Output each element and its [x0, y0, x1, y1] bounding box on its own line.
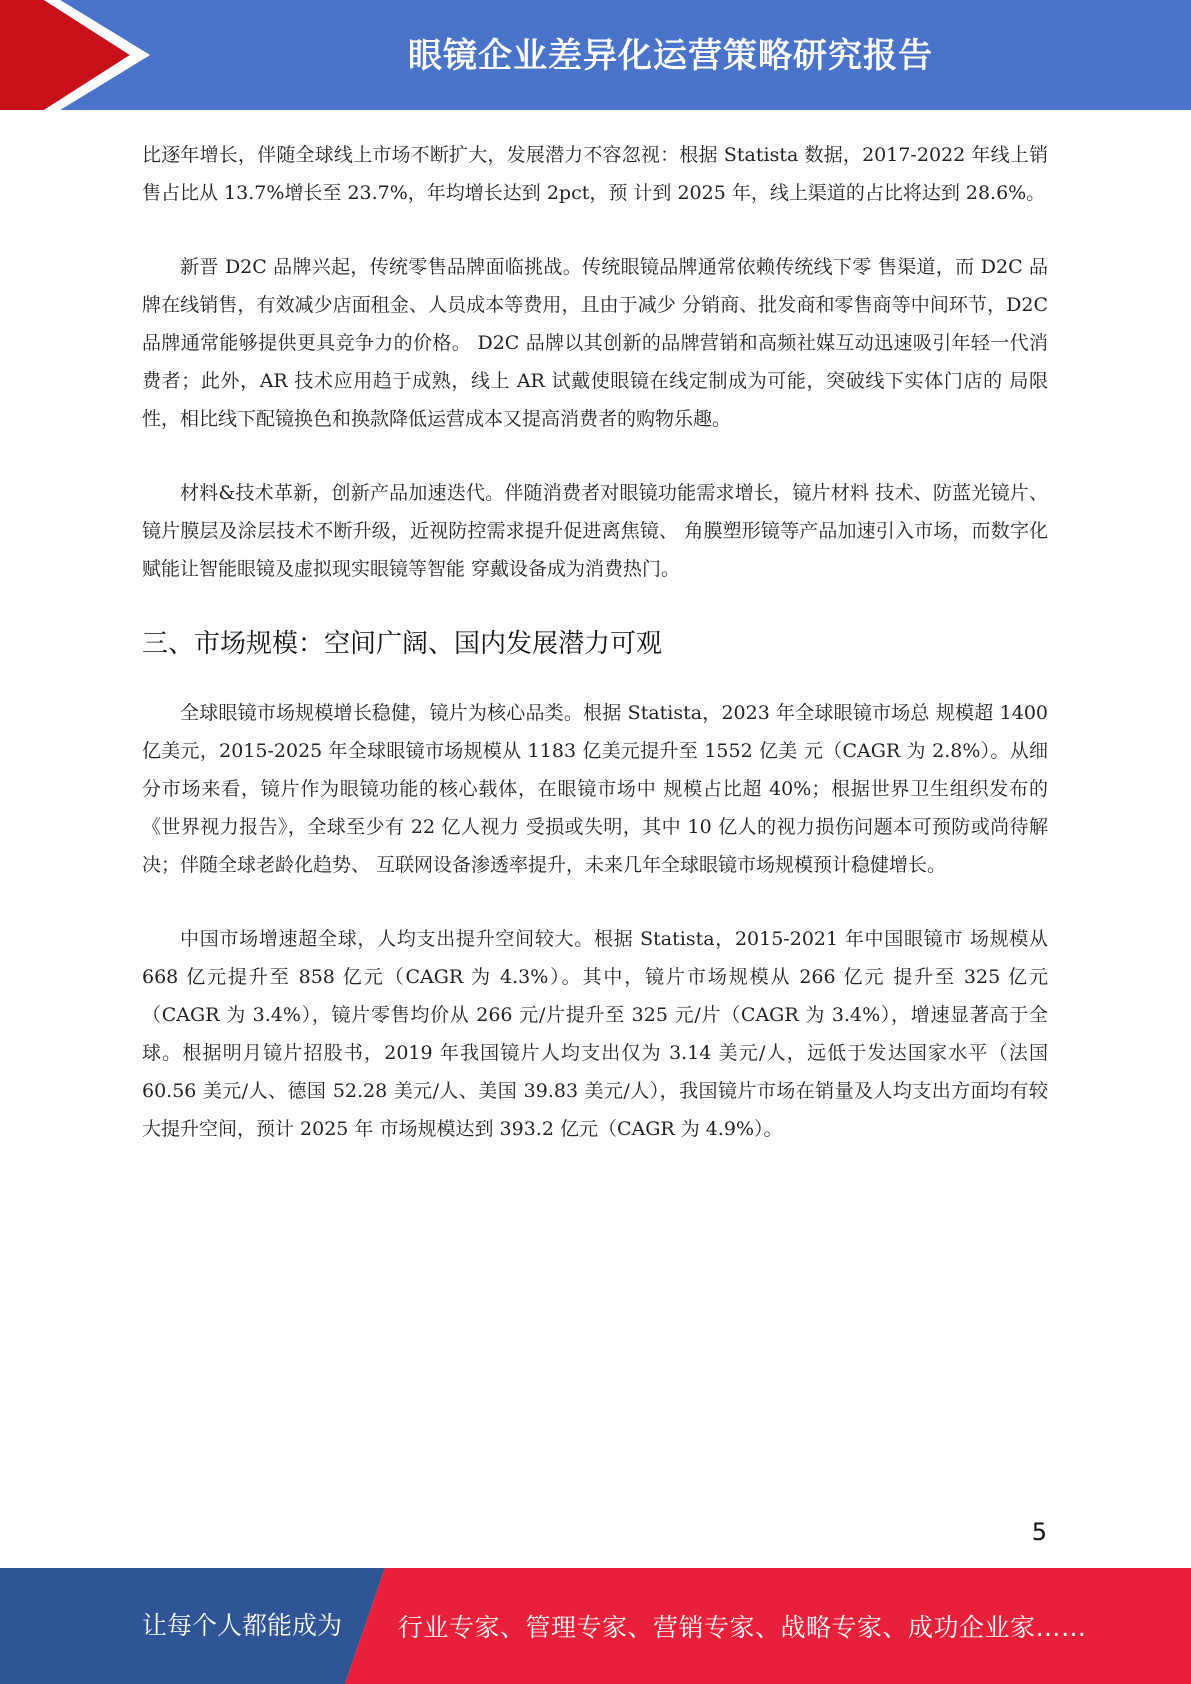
paragraph-china-market: 中国市场增速超全球，人均支出提升空间较大。根据 Statista，2015-2021 年中国眼镜市 场规模从 668 亿元提升至 858 亿元（CAGR 为 4.3%）。其中，镜片市场规模从 266 亿元 提升至 325 亿元（CAGR 为 3.4%），镜片零售均价从 266 元/片提升至 325 元/片（CAGR 为 3.4%），增速显著高于全球。根据明月镜片招股书，2019 年我国镜片人均支出仅为 3.14 美元/人，远低于发达国家水平（法国 60.56 美元/人、德国 52.28 美元/人、美国 39.83 美元/人），我国镜片市场在销量及人均支出方面均有较大提升空间，预计 2025 年 市场规模达到 393.2 亿元（CAGR 为 4.9%）。: [142, 928, 1048, 1140]
chevron-arrow-icon: [0, 0, 150, 110]
report-title: 眼镜企业差异化运营策略研究报告: [408, 36, 933, 76]
footer-slogan-right: 行业专家、管理专家、营销专家、战略专家、成功企业家……: [398, 1613, 1087, 1642]
paragraph-global-market: 全球眼镜市场规模增长稳健，镜片为核心品类。根据 Statista，2023 年全球眼镜市场总 规模超 1400 亿美元，2015-2025 年全球眼镜市场规模从 1183 亿美元提升至 1552 亿美 元（CAGR 为 2.8%）。从细分市场来看，镜片作为眼镜功能的核心载体，在眼镜市场中 规模占比超 40%；根据世界卫生组织发布的《世界视力报告》，全球至少有 22 亿人视力 受损或失明，其中 10 亿人的视力损伤问题本可预防或尚待解决；伴随全球老龄化趋势、 互联网设备渗透率提升，未来几年全球眼镜市场规模预计稳健增长。: [142, 702, 1048, 876]
paragraph-online-sales: 比逐年增长，伴随全球线上市场不断扩大，发展潜力不容忽视：根据 Statista 数据，2017-2022 年线上销售占比从 13.7%增长至 23.7%，年均增长达到 2pct，预 计到 2025 年，线上渠道的占比将达到 28.6%。: [142, 144, 1048, 204]
footer-banner: [0, 1568, 1191, 1684]
paragraph-tech-innovation: 材料&技术革新，创新产品加速迭代。伴随消费者对眼镜功能需求增长，镜片材料 技术、防蓝光镜片、镜片膜层及涂层技术不断升级，近视防控需求提升促进离焦镜、 角膜塑形镜等产品加速引入市场，而数字化赋能让智能眼镜及虚拟现实眼镜等智能 穿戴设备成为消费热门。: [142, 482, 1048, 580]
page-number: 5: [1031, 1518, 1047, 1546]
paragraph-d2c-brands: 新晋 D2C 品牌兴起，传统零售品牌面临挑战。传统眼镜品牌通常依赖传统线下零 售渠道，而 D2C 品牌在线销售，有效减少店面租金、人员成本等费用，且由于减少 分销商、批发商和零售商等中间环节，D2C 品牌通常能够提供更具竞争力的价格。 D2C 品牌以其创新的品牌营销和高频社媒互动迅速吸引年轻一代消费者；此外，AR 技术应用趋于成熟，线上 AR 试戴使眼镜在线定制成为可能，突破线下实体门店的 局限性，相比线下配镜换色和换款降低运营成本又提高消费者的购物乐趣。: [142, 256, 1048, 430]
footer-slogan-left: 让每个人都能成为: [142, 1611, 343, 1640]
section-heading: 三、市场规模：空间广阔、国内发展潜力可观: [142, 629, 663, 659]
main-content: [142, 136, 1048, 1184]
header-banner: [0, 0, 1191, 110]
